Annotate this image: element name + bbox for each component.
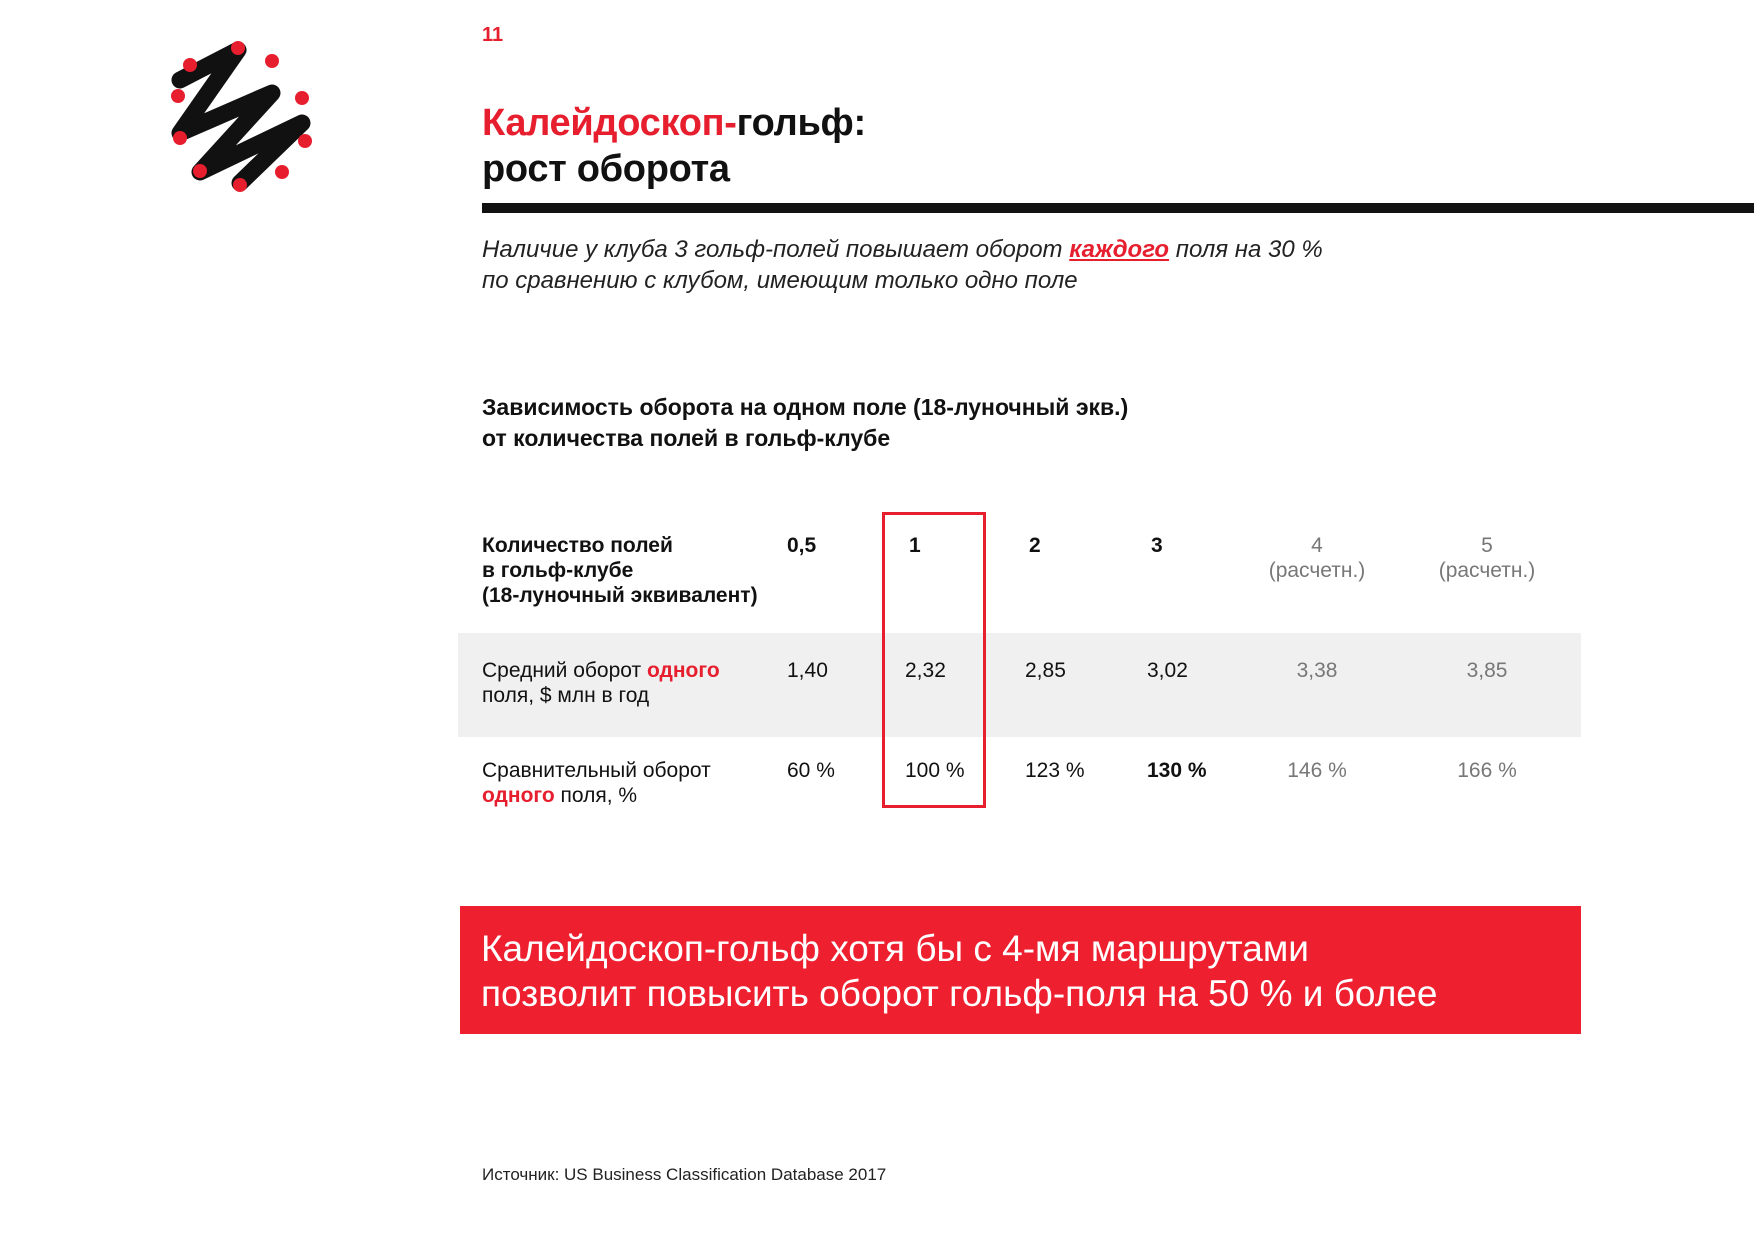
column-header-projected [1232,533,1402,583]
row-label-relative-revenue [482,758,782,808]
table-cell: 2,32 [905,659,946,682]
row-label-avg-revenue [482,658,782,708]
lead-emphasis: каждого [1069,236,1170,263]
row-label-pre: Средний оборот [482,659,647,682]
table-cell: 2,85 [1025,659,1066,682]
header-label [482,533,782,608]
table-cell: 3,02 [1147,659,1188,682]
table-cell-projected: 166 % [1457,759,1517,782]
row-label-post: поля, % [554,784,638,807]
column-header-note: (расчетн.) [1438,559,1536,582]
baseline-column-highlight [882,512,986,808]
column-header-number: 5 [1481,534,1493,557]
row-label-emph: одного [646,659,720,682]
table-cell: 1,40 [787,659,828,682]
column-header-note: (расчетн.) [1268,559,1366,582]
lead-text [482,234,1323,296]
header-label-line3: (18-луночный эквивалент) [482,584,758,607]
column-header-projected [1402,533,1572,583]
source-note: Источник: US Business Classification Database 2017 [482,1165,887,1184]
callout-line1: Калейдоскоп-гольф хотя бы с 4-мя маршрутами [481,928,1309,969]
title-rest: гольф: [736,102,866,144]
table-cell-highlight: 130 % [1147,759,1207,782]
column-header: 2 [1029,534,1041,557]
lead-part1: Наличие у клуба 3 гольф-полей повышает оборот [482,236,1070,263]
table-cell: 123 % [1025,759,1085,782]
column-header-number: 4 [1311,534,1323,557]
table-cell-projected: 3,85 [1466,659,1508,682]
title-divider [482,203,1754,213]
callout-line2: позволит повысить оборот гольф-поля на 50 % и более [481,973,1438,1014]
row-label-line1: Сравнительный оборот [482,759,711,782]
table-cell: 100 % [905,759,965,782]
row-label-emph: одного [482,784,555,807]
table-title [482,392,1128,454]
header-label-line1: Количество полей [482,534,673,557]
brand-logo-icon [160,38,330,198]
lead-part2: поля на 30 % [1169,236,1323,263]
header-label-line2: в гольф-клубе [482,559,634,582]
table-cell-projected: 146 % [1287,759,1347,782]
page-number: 11 [482,24,504,46]
table-title-line1: Зависимость оборота на одном поле (18-луночный экв.) [482,394,1129,420]
row-label-line2: поля, $ млн в год [482,684,650,707]
table-cell-projected: 3,38 [1296,659,1338,682]
column-header: 0,5 [787,534,817,557]
title-accent: Калейдоскоп- [482,102,737,144]
callout-banner [460,906,1581,1034]
column-header: 3 [1151,534,1163,557]
table-cell: 60 % [787,759,835,782]
page-title [482,100,866,192]
title-line2: рост оборота [482,148,730,190]
column-header: 1 [909,534,921,557]
lead-line2: по сравнению с клубом, имеющим только одно поле [482,267,1078,294]
table-title-line2: от количества полей в гольф-клубе [482,425,891,451]
